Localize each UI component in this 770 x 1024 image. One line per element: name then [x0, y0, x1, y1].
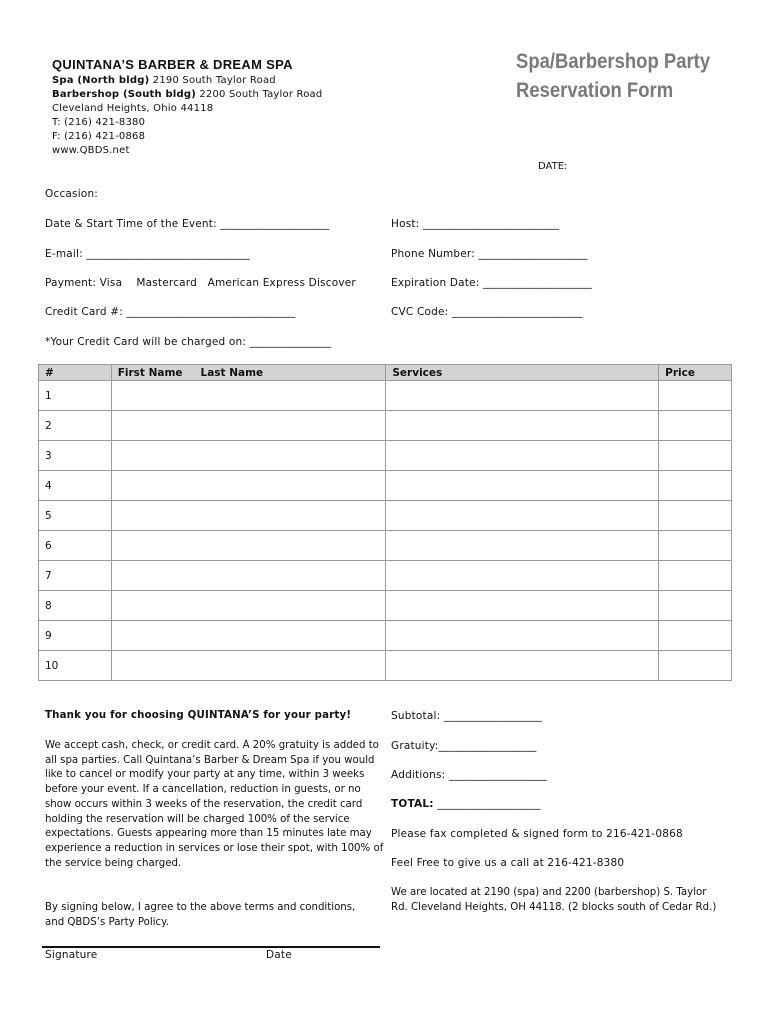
payment-field[interactable]: Payment: Visa Mastercard American Express Discover: [45, 277, 356, 289]
price-cell[interactable]: [659, 441, 732, 471]
table-row: [39, 411, 732, 441]
barbershop-label: Barbershop (South bldg): [52, 89, 196, 100]
cvc-field[interactable]: CVC Code: ________________________: [391, 306, 583, 318]
header-price: Price: [659, 365, 732, 381]
terms-paragraph: We accept cash, check, or credit card. A 20% gratuity is added to all spa parties. Call Quintana’s Barber & Dream Spa if you would like to cancel or modify your party at any time, within 3 weeks before your event. If a cancellation, reduction in guests, or no show occurs within 3 weeks of the reservation, the credit card holding the reservation will be charged 100% of the service expectations. Guests appearing more than 15 minutes late may experience a reduction in services or lose their spot, with 100% of the service being charged.: [45, 740, 384, 869]
phone-field[interactable]: Phone Number: ____________________: [391, 248, 588, 260]
services-cell[interactable]: [386, 591, 659, 621]
table-header-row: [39, 365, 732, 381]
services-cell[interactable]: [386, 561, 659, 591]
header-services: Services: [386, 365, 659, 381]
name-cell[interactable]: [111, 411, 386, 441]
signature-label: Signature: [45, 949, 98, 961]
row-number: 4: [39, 471, 112, 501]
services-cell[interactable]: [386, 471, 659, 501]
row-number: 9: [39, 621, 112, 651]
credit-card-field[interactable]: Credit Card #: _______________________________: [45, 306, 296, 318]
row-number: 1: [39, 381, 112, 411]
spa-address: [52, 75, 276, 86]
email-field[interactable]: E-mail: ______________________________: [45, 248, 250, 260]
header-first-name: First Name: [117, 366, 183, 379]
date-field[interactable]: DATE:: [538, 161, 568, 172]
table-row: [39, 441, 732, 471]
name-cell[interactable]: [111, 381, 386, 411]
total-field[interactable]: [391, 798, 541, 810]
row-number: 8: [39, 591, 112, 621]
row-number: 5: [39, 501, 112, 531]
name-cell[interactable]: [111, 591, 386, 621]
total-label: TOTAL:: [391, 798, 434, 810]
header-name: [111, 365, 386, 381]
website-link[interactable]: www.QBDS.net: [52, 145, 130, 156]
phone-line: T: (216) 421-8380: [52, 117, 146, 128]
barbershop-street: 2200 South Taylor Road: [195, 89, 323, 100]
location-note: We are located at 2190 (spa) and 2200 (barbershop) S. Taylor Rd. Cleveland Heights, OH 44118. (2 blocks south of Cedar Rd.): [391, 887, 717, 913]
services-cell[interactable]: [386, 441, 659, 471]
table-row: [39, 531, 732, 561]
table-row: [39, 381, 732, 411]
spa-label: Spa (North bldg): [52, 75, 150, 86]
host-field[interactable]: Host: _________________________: [391, 218, 560, 230]
expiration-field[interactable]: Expiration Date: ____________________: [391, 277, 593, 289]
services-cell[interactable]: [386, 411, 659, 441]
date-start-field[interactable]: Date & Start Time of the Event: ____________________: [45, 218, 330, 230]
gratuity-field[interactable]: Gratuity:__________________: [391, 740, 537, 752]
price-cell[interactable]: [659, 561, 732, 591]
table-row: [39, 471, 732, 501]
price-cell[interactable]: [659, 501, 732, 531]
price-cell[interactable]: [659, 411, 732, 441]
occasion-field[interactable]: Occasion:: [45, 188, 99, 200]
name-cell[interactable]: [111, 501, 386, 531]
signature-line[interactable]: [42, 946, 380, 948]
spa-street: 2190 South Taylor Road: [149, 75, 276, 86]
fax-line: F: (216) 421-0868: [52, 131, 146, 142]
table-row: [39, 651, 732, 681]
price-cell[interactable]: [659, 651, 732, 681]
name-cell[interactable]: [111, 531, 386, 561]
fax-note: Please fax completed & signed form to 216-421-0868: [391, 828, 683, 840]
row-number: 2: [39, 411, 112, 441]
price-cell[interactable]: [659, 621, 732, 651]
signature-date-label: Date: [266, 949, 292, 961]
additions-field[interactable]: Additions: __________________: [391, 769, 548, 781]
table-row: [39, 561, 732, 591]
call-note: Feel Free to give us a call at 216-421-8380: [391, 857, 625, 869]
price-cell[interactable]: [659, 591, 732, 621]
table-row: [39, 501, 732, 531]
price-cell[interactable]: [659, 531, 732, 561]
thank-you-heading: Thank you for choosing QUINTANA’S for your party!: [45, 710, 352, 721]
name-cell[interactable]: [111, 471, 386, 501]
business-name: QUINTANA’S BARBER & DREAM SPA: [52, 57, 293, 72]
total-line: ___________________: [433, 798, 541, 810]
header-last-name: Last Name: [200, 366, 264, 379]
city-line: Cleveland Heights, Ohio 44118: [52, 103, 214, 114]
agreement-paragraph: By signing below, I agree to the above terms and conditions, and QBDS’s Party Policy.: [45, 902, 356, 928]
table-row: [39, 591, 732, 621]
price-cell[interactable]: [659, 471, 732, 501]
form-title-line-1: Spa/Barbershop Party: [516, 50, 711, 73]
row-number: 3: [39, 441, 112, 471]
subtotal-field[interactable]: Subtotal: __________________: [391, 710, 542, 722]
services-cell[interactable]: [386, 621, 659, 651]
row-number: 7: [39, 561, 112, 591]
charge-date-field[interactable]: *Your Credit Card will be charged on: _______________: [45, 336, 332, 348]
name-cell[interactable]: [111, 561, 386, 591]
barbershop-address: [52, 89, 322, 100]
row-number: 10: [39, 651, 112, 681]
services-cell[interactable]: [386, 501, 659, 531]
name-cell[interactable]: [111, 441, 386, 471]
row-number: 6: [39, 531, 112, 561]
services-cell[interactable]: [386, 381, 659, 411]
services-cell[interactable]: [386, 651, 659, 681]
services-cell[interactable]: [386, 531, 659, 561]
price-cell[interactable]: [659, 381, 732, 411]
form-title: [516, 47, 710, 105]
form-title-line-2: Reservation Form: [516, 79, 674, 102]
header-number: #: [39, 365, 112, 381]
name-cell[interactable]: [111, 651, 386, 681]
table-row: [39, 621, 732, 651]
guest-table: [38, 364, 732, 681]
name-cell[interactable]: [111, 621, 386, 651]
